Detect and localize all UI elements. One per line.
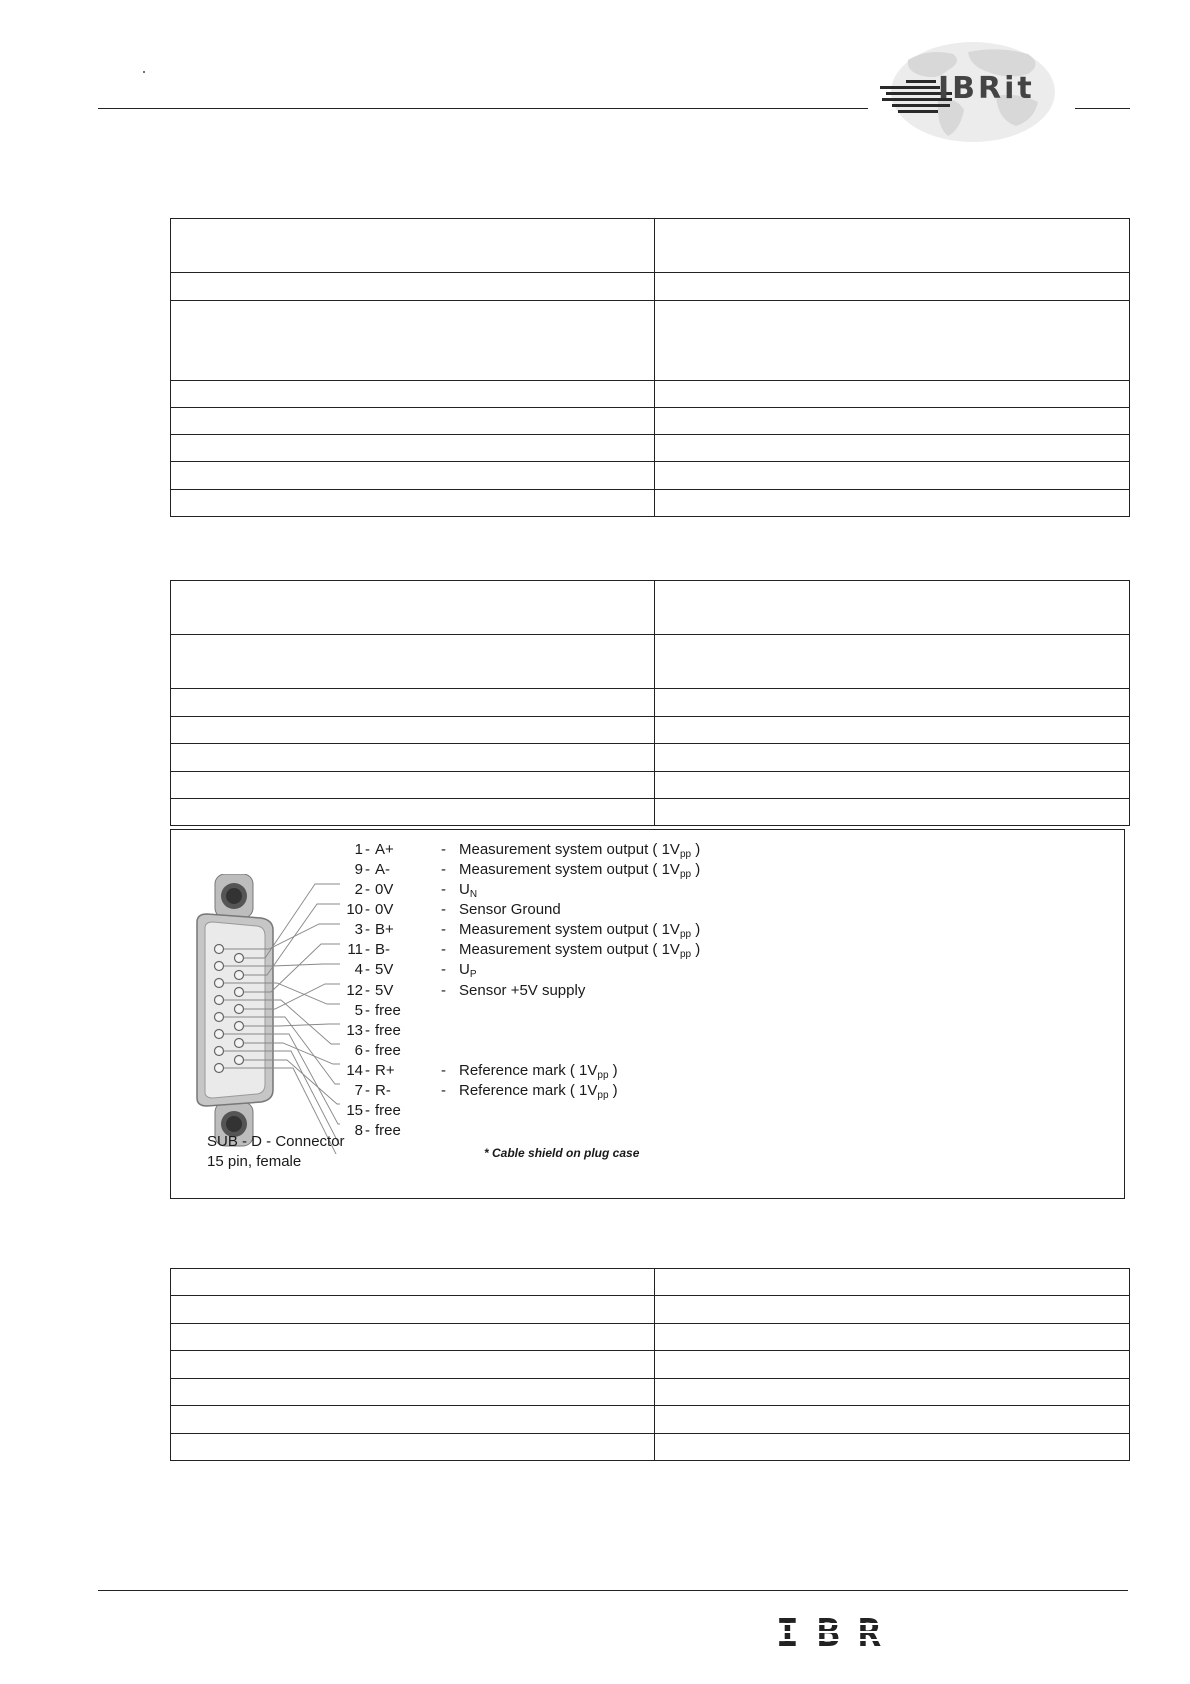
pin-description-subscript: pp bbox=[679, 929, 692, 940]
desc-separator: - bbox=[441, 941, 446, 958]
table-row bbox=[171, 717, 1130, 744]
pin-number: 7 bbox=[354, 1082, 363, 1099]
pin-signal: free bbox=[375, 1122, 401, 1139]
desc-separator: - bbox=[441, 841, 446, 858]
table-row bbox=[171, 381, 1130, 408]
spec-table-3 bbox=[170, 1268, 1130, 1461]
pin-number: 11 bbox=[347, 941, 363, 958]
pin-signal: A- bbox=[375, 861, 390, 878]
pin-description-subscript: pp bbox=[597, 1090, 609, 1101]
pin-description bbox=[459, 940, 700, 965]
table-row bbox=[171, 219, 1130, 273]
pin-description-tail: ) bbox=[608, 1082, 618, 1099]
pin-description-tail: ) bbox=[691, 921, 701, 938]
pin-number: 5 bbox=[354, 1002, 363, 1019]
table-row bbox=[171, 744, 1130, 772]
pin-description-text: Sensor Ground bbox=[459, 901, 561, 918]
pin-signal: 5V bbox=[375, 982, 394, 999]
table-row bbox=[171, 689, 1130, 717]
pin-number: 4 bbox=[354, 961, 363, 978]
header-rule-right bbox=[1075, 108, 1130, 109]
pin-number: 13 bbox=[346, 1022, 363, 1039]
table-row bbox=[171, 462, 1130, 490]
desc-separator: - bbox=[441, 901, 446, 918]
pin-separator: - bbox=[365, 921, 370, 938]
pin-signal: B- bbox=[375, 941, 390, 958]
pin-description-text: Reference mark ( 1V bbox=[459, 1062, 598, 1079]
pin-signal: free bbox=[375, 1002, 401, 1019]
pin-description bbox=[459, 1081, 618, 1106]
pin-separator: - bbox=[365, 901, 370, 918]
pin-description-text: U bbox=[459, 881, 470, 898]
pin-description-text: U bbox=[459, 961, 470, 978]
pin-separator: - bbox=[365, 881, 370, 898]
pin-number: 2 bbox=[354, 881, 363, 898]
pin-description bbox=[459, 860, 700, 885]
pin-separator: - bbox=[365, 1102, 370, 1119]
pin-signal: R- bbox=[375, 1082, 391, 1099]
desc-separator: - bbox=[441, 982, 446, 999]
desc-separator: - bbox=[441, 1062, 446, 1079]
desc-separator: - bbox=[441, 961, 446, 978]
pin-signal: 0V bbox=[375, 881, 394, 898]
pin-signal: 0V bbox=[375, 901, 394, 918]
desc-separator: - bbox=[441, 1082, 446, 1099]
table-row bbox=[171, 1324, 1130, 1351]
pin-signal: B+ bbox=[375, 921, 394, 938]
table-row bbox=[171, 1434, 1130, 1461]
pin-separator: - bbox=[365, 1002, 370, 1019]
table-row bbox=[171, 799, 1130, 826]
pin-signal: R+ bbox=[375, 1062, 395, 1079]
desc-separator: - bbox=[441, 881, 446, 898]
pin-description-subscript: N bbox=[469, 889, 478, 900]
pin-description-tail: ) bbox=[691, 861, 701, 878]
pin-number: 8 bbox=[354, 1122, 363, 1139]
connector-label: SUB - D - Connector bbox=[207, 1133, 345, 1150]
pin-separator: - bbox=[365, 961, 370, 978]
pin-number: 9 bbox=[354, 861, 363, 878]
table-row bbox=[171, 273, 1130, 301]
pin-signal: 5V bbox=[375, 961, 394, 978]
pin-signal: free bbox=[375, 1022, 401, 1039]
pin-separator: - bbox=[365, 1082, 370, 1099]
pin-signal: free bbox=[375, 1042, 401, 1059]
table-row bbox=[171, 635, 1130, 689]
pin-separator: - bbox=[365, 941, 370, 958]
table-row bbox=[171, 1296, 1130, 1324]
pin-number: 15 bbox=[346, 1102, 363, 1119]
pin-description-subscript: pp bbox=[679, 949, 692, 960]
desc-separator: - bbox=[441, 921, 446, 938]
spec-table-1 bbox=[170, 218, 1130, 517]
ibr-header-logo bbox=[878, 40, 1068, 144]
pin-description-text: Measurement system output ( 1V bbox=[459, 941, 680, 958]
pin-description-text: Sensor +5V supply bbox=[459, 982, 586, 999]
table-row bbox=[171, 1269, 1130, 1296]
pinout-diagram bbox=[170, 829, 1125, 1199]
desc-separator: - bbox=[441, 861, 446, 878]
footer-rule bbox=[98, 1590, 1128, 1591]
pin-description-subscript: pp bbox=[679, 869, 692, 880]
footer-logo-text: IBR bbox=[776, 1612, 899, 1652]
table-row bbox=[171, 301, 1130, 381]
pin-signal: A+ bbox=[375, 841, 394, 858]
connector-pin-count: 15 pin, female bbox=[207, 1153, 302, 1170]
table-row bbox=[171, 581, 1130, 635]
pin-description-subscript: pp bbox=[597, 1070, 609, 1081]
pin-separator: - bbox=[365, 1122, 370, 1139]
pin-separator: - bbox=[365, 841, 370, 858]
pin-number: 12 bbox=[346, 982, 363, 999]
pin-description-tail: ) bbox=[691, 941, 701, 958]
pin-description-text: Measurement system output ( 1V bbox=[459, 841, 680, 858]
ibr-footer-logo bbox=[776, 1612, 946, 1652]
table-row bbox=[171, 408, 1130, 435]
pin-number: 14 bbox=[346, 1062, 363, 1079]
pin-number: 10 bbox=[346, 901, 363, 918]
table-row bbox=[171, 1406, 1130, 1434]
pin-description bbox=[459, 900, 561, 920]
pin-description-subscript: P bbox=[469, 969, 477, 980]
pin-signal: free bbox=[375, 1102, 401, 1119]
pin-number: 6 bbox=[354, 1042, 363, 1059]
pin-description-text: Measurement system output ( 1V bbox=[459, 861, 680, 878]
cable-shield-note: * Cable shield on plug case bbox=[484, 1146, 640, 1160]
logo-text: IBRit bbox=[938, 71, 1035, 106]
table-row bbox=[171, 1379, 1130, 1406]
pin-description bbox=[459, 981, 585, 1001]
pin-description-text: Reference mark ( 1V bbox=[459, 1082, 598, 1099]
pin-separator: - bbox=[365, 861, 370, 878]
pin-number: 1 bbox=[354, 841, 363, 858]
table-row bbox=[171, 490, 1130, 517]
pin-separator: - bbox=[365, 1062, 370, 1079]
pin-separator: - bbox=[365, 982, 370, 999]
pin-separator: - bbox=[365, 1042, 370, 1059]
table-row bbox=[171, 1351, 1130, 1379]
pin-description-text: Measurement system output ( 1V bbox=[459, 921, 680, 938]
header-dot bbox=[143, 71, 145, 73]
pin-description-tail: ) bbox=[608, 1062, 618, 1079]
table-row bbox=[171, 772, 1130, 799]
table-row bbox=[171, 435, 1130, 462]
pin-separator: - bbox=[365, 1022, 370, 1039]
pin-description-tail: ) bbox=[691, 841, 701, 858]
header-rule-left bbox=[98, 108, 868, 109]
spec-table-2 bbox=[170, 580, 1130, 826]
pin-description-subscript: pp bbox=[679, 849, 692, 860]
pin-number: 3 bbox=[354, 921, 363, 938]
